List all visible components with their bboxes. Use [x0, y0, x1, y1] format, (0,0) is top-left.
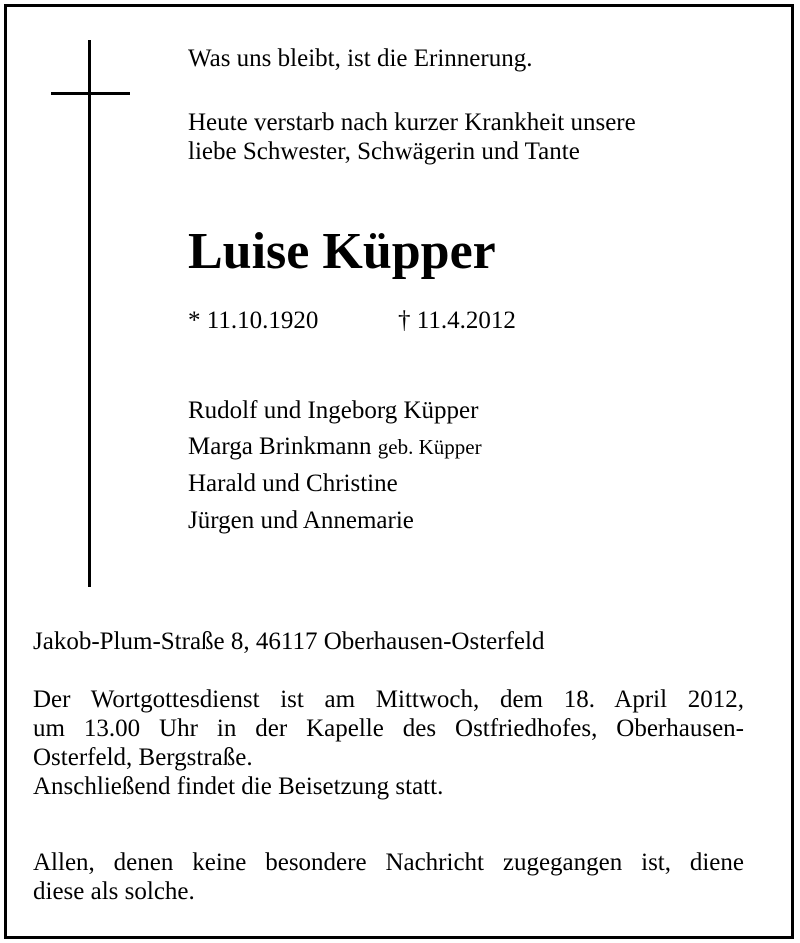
- mourner-names: Jürgen und Annemarie: [188, 507, 414, 534]
- mourner-names: Harald und Christine: [188, 470, 398, 497]
- deceased-name: Luise Küpper: [188, 223, 496, 280]
- mourner-maiden-name: geb. Küpper: [377, 435, 482, 459]
- mourner-3: [188, 469, 398, 498]
- mourner-1: [188, 396, 478, 425]
- service-line-2: um 13.00 Uhr in der Kapelle des Ostfriedhofes, Oberhausen-: [33, 715, 744, 742]
- mourner-4: [188, 506, 414, 535]
- service-line-1: Der Wortgottesdienst ist am Mittwoch, dem 18. April 2012,: [33, 686, 744, 713]
- address: Jakob-Plum-Straße 8, 46117 Oberhausen-Osterfeld: [33, 628, 545, 655]
- service-paragraph: [33, 685, 744, 801]
- service-line-3: Osterfeld, Bergstraße.: [33, 744, 253, 771]
- mourner-names: Marga Brinkmann: [188, 433, 372, 460]
- death-date: † 11.4.2012: [398, 307, 516, 334]
- service-line-4: Anschließend findet die Beisetzung statt.: [33, 773, 444, 800]
- cross-horizontal-bar: [51, 92, 130, 95]
- intro-line-1: Heute verstarb nach kurzer Krankheit unsere: [188, 109, 636, 136]
- mourner-names: Rudolf und Ingeborg Küpper: [188, 397, 479, 424]
- birth-date: * 11.10.1920: [188, 307, 319, 334]
- intro-line-2: liebe Schwester, Schwägerin und Tante: [188, 138, 580, 165]
- notice-line-1: Allen, denen keine besondere Nachricht zugegangen ist, diene: [33, 849, 744, 876]
- motto: Was uns bleibt, ist die Erinnerung.: [188, 45, 533, 72]
- notice-line-2: diese als solche.: [33, 878, 195, 905]
- mourner-2: [188, 432, 482, 462]
- cross-vertical-bar: [88, 40, 91, 587]
- notice-paragraph: [33, 848, 744, 906]
